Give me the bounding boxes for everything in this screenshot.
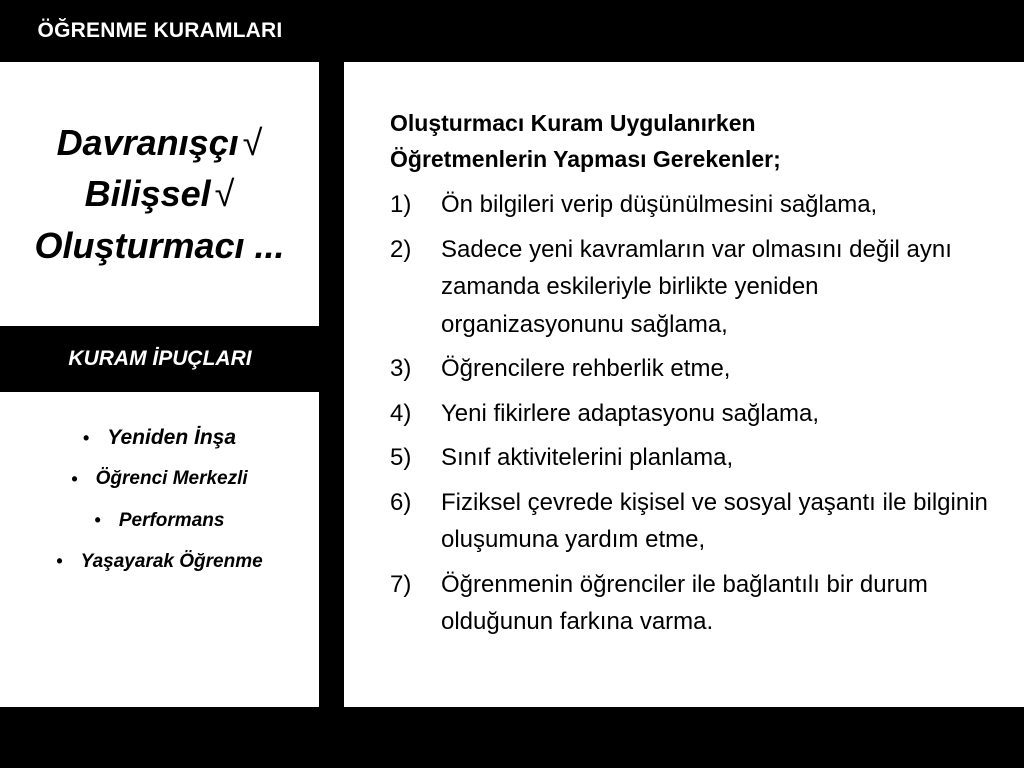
list-item (83, 418, 236, 458)
list-item (390, 186, 990, 224)
bullet-icon: • (82, 427, 90, 448)
bullet-icon: • (71, 468, 78, 489)
tips-title: KURAM İPUÇLARI (68, 347, 252, 370)
item-number: 2) (390, 235, 412, 263)
heading-line: Oluşturmacı Kuram Uygulanırken (390, 110, 756, 136)
theory-label: Oluşturmacı ... (34, 224, 285, 266)
theory-label: Davranışçı (56, 122, 239, 164)
list-item (390, 439, 990, 477)
theory-constructivist (34, 224, 284, 267)
item-text: Yeni fikirlere adaptasyonu sağlama, (441, 399, 820, 427)
item-text: Fiziksel çevrede kişisel ve sosyal yaşantı ile bilginin oluşumuna yardım etme, (441, 488, 988, 553)
item-text: Sadece yeni kavramların var olmasını değil aynı zamanda eskileriyle birlikte yeniden organizasyonunu sağlama, (441, 235, 952, 338)
item-number: 5) (390, 444, 412, 471)
checkmark-icon: √ (242, 122, 263, 164)
list-item (71, 458, 247, 500)
item-number: 4) (390, 399, 412, 427)
item-number: 3) (390, 355, 412, 382)
theory-label: Bilişsel (84, 173, 211, 215)
heading-line: Öğretmenlerin Yapması Gerekenler; (390, 146, 781, 172)
list-item (390, 350, 990, 388)
list-item (390, 395, 990, 433)
item-number: 6) (390, 488, 412, 516)
theory-cognitive (85, 172, 235, 215)
tips-list (0, 392, 319, 582)
list-item (390, 484, 990, 559)
tips-panel (0, 392, 319, 707)
item-number: 1) (390, 191, 412, 218)
tip-text: Yeniden İnşa (107, 426, 237, 449)
list-item (56, 541, 262, 582)
slide-title: ÖĞRENME KURAMLARI (37, 19, 283, 42)
list-item (390, 231, 990, 344)
item-number: 7) (390, 570, 412, 598)
checkmark-icon: √ (214, 173, 235, 215)
theories-panel (0, 62, 319, 326)
bullet-icon: • (94, 510, 101, 530)
item-text: Sınıf aktivitelerini planlama, (441, 444, 734, 471)
item-text: Ön bilgileri verip düşünülmesini sağlama, (441, 191, 878, 218)
list-item (95, 500, 225, 541)
content-panel (344, 62, 1024, 707)
tip-text: Performans (118, 509, 225, 531)
numbered-list (390, 186, 990, 648)
tip-text: Öğrenci Merkezli (95, 468, 248, 489)
item-text: Öğrencilere rehberlik etme, (441, 355, 731, 382)
content-heading (390, 105, 990, 177)
bullet-icon: • (56, 551, 63, 571)
theory-behaviorist (57, 121, 263, 164)
item-text: Öğrenmenin öğrenciler ile bağlantılı bir durum olduğunun farkına varma. (441, 570, 928, 635)
list-item (390, 566, 990, 641)
tip-text: Yaşayarak Öğrenme (80, 550, 263, 572)
